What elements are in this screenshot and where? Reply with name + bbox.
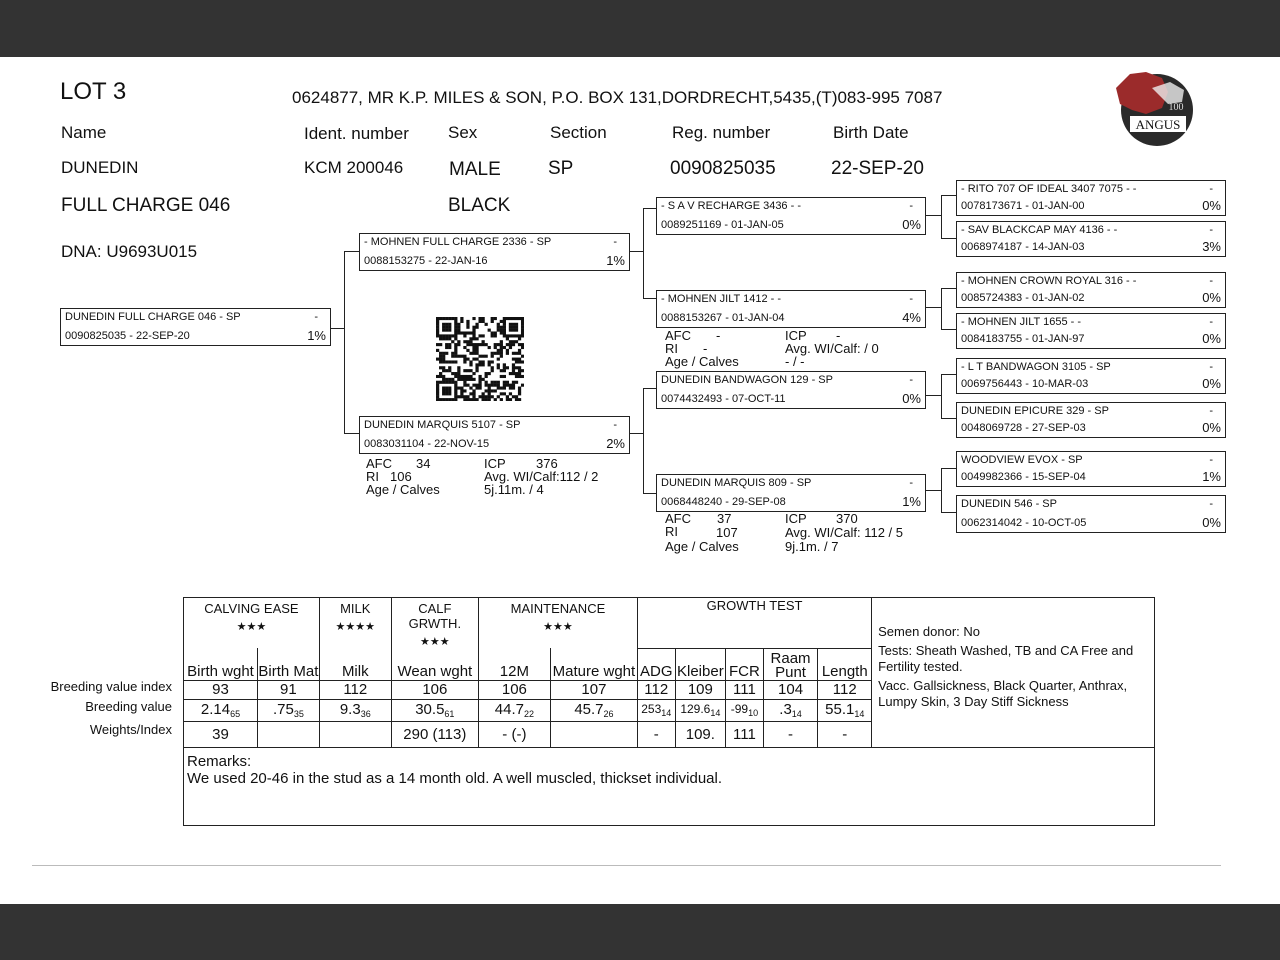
pedigree-name: - SAV BLACKCAP MAY 4136 - - <box>961 224 1118 236</box>
logo-text: ANGUS <box>1135 117 1181 132</box>
pedigree-name: WOODVIEW EVOX - SP <box>961 454 1083 466</box>
col-header: FCR <box>726 648 764 680</box>
section-value: SP <box>548 158 574 179</box>
bv-cell <box>391 699 478 721</box>
lot-number: LOT 3 <box>60 78 127 105</box>
connector-line <box>643 298 657 299</box>
pedigree-name: DUNEDIN 546 - SP <box>961 498 1057 510</box>
pedigree-pct: 2% <box>606 436 625 451</box>
pedigree-info: 0074432493 - 07-OCT-11 <box>661 393 786 405</box>
connector-line <box>925 490 941 491</box>
pedigree-name: DUNEDIN MARQUIS 809 - SP <box>661 477 812 489</box>
connector-line <box>344 251 360 252</box>
pedigree-dam-sire <box>656 371 926 409</box>
pedigree-info: 0089251169 - 01-JAN-05 <box>661 219 784 231</box>
connector-line <box>925 395 941 396</box>
bv-value: 44.7 <box>494 701 524 718</box>
index-cell: 112 <box>638 680 676 699</box>
pedigree-ggp-7 <box>956 451 1226 487</box>
pedigree-name: DUNEDIN FULL CHARGE 046 - SP <box>65 311 241 323</box>
pedigree-pct: 4% <box>902 310 921 325</box>
bv-value: 45.7 <box>574 701 604 718</box>
pedigree-pct: 0% <box>902 217 921 232</box>
pedigree-ggp-5 <box>956 358 1226 394</box>
connector-line <box>941 374 957 375</box>
stat-label: AFC <box>665 328 691 343</box>
connector-line <box>941 329 957 330</box>
birth-date: 22-SEP-20 <box>831 158 924 179</box>
pedigree-dash: - <box>909 374 913 386</box>
group-maintenance <box>478 598 637 649</box>
semen-donor: Semen donor: No <box>878 624 981 639</box>
pedigree-pct: 1% <box>606 253 625 268</box>
pedigree-dash: - <box>1209 498 1213 510</box>
stat-value: 370 <box>836 511 858 526</box>
pedigree-ggp-8 <box>956 495 1226 533</box>
col-header: Length <box>818 648 872 680</box>
pedigree-info: 0088153267 - 01-JAN-04 <box>661 312 785 324</box>
group-label: MILK <box>340 601 371 616</box>
star-rating: ★★★ <box>236 621 267 633</box>
stat-label: Age / Calves <box>665 539 739 554</box>
index-cell: 93 <box>184 680 258 699</box>
pedigree-pct: 0% <box>1202 331 1221 346</box>
bv-value: 9.3 <box>339 701 361 718</box>
breeding-table <box>183 597 1155 826</box>
pedigree-pct: 0% <box>1202 420 1221 435</box>
pedigree-dash: - <box>613 419 617 431</box>
stat-label: Age / Calves <box>366 482 440 497</box>
col-header: 12M <box>478 648 550 680</box>
connector-line <box>941 195 942 239</box>
index-cell: 111 <box>726 680 764 699</box>
index-cell: 109 <box>675 680 726 699</box>
pedigree-dam <box>359 416 630 454</box>
pedigree-pct: 0% <box>1202 376 1221 391</box>
stat-value: 9j.1m. / 7 <box>785 539 839 554</box>
pedigree-dam-dam <box>656 474 926 512</box>
label-ident: Ident. number <box>304 124 409 143</box>
colour-value: BLACK <box>448 195 511 216</box>
bv-value: .75 <box>272 701 294 718</box>
pedigree-pct: 3% <box>1202 239 1221 254</box>
connector-line <box>344 251 345 434</box>
stat-value: 106 <box>390 469 412 484</box>
index-cell: 91 <box>257 680 319 699</box>
bottom-bar <box>0 904 1280 960</box>
group-header-row <box>184 598 1155 649</box>
bv-value: .3 <box>779 701 792 718</box>
weight-cell: 39 <box>184 721 258 747</box>
stat-value: 37 <box>717 511 732 526</box>
pedigree-dash: - <box>1209 405 1213 417</box>
bv-acc: 14 <box>854 709 865 719</box>
connector-line <box>925 215 941 216</box>
pedigree-subject <box>60 308 331 346</box>
ident-number: KCM 200046 <box>304 158 404 177</box>
index-cell: 107 <box>550 680 637 699</box>
bv-acc: 10 <box>748 708 759 718</box>
stat-value: Avg. WI/Calf: 112 / 5 <box>785 525 904 540</box>
pedigree-name: - MOHNEN JILT 1655 - - <box>961 316 1082 328</box>
bv-value: 55.1 <box>825 701 855 718</box>
pedigree-pct: 0% <box>1202 290 1221 305</box>
breeder-info: 0624877, MR K.P. MILES & SON, P.O. BOX 131,DORDRECHT,5435,(T)083-995 7087 <box>292 88 943 107</box>
bv-cell <box>184 699 258 721</box>
stat-label: ICP <box>484 456 506 471</box>
pedigree-name: DUNEDIN MARQUIS 5107 - SP <box>364 419 521 431</box>
stat-label: ICP <box>785 328 807 343</box>
qr-code <box>436 317 524 401</box>
row-label-index: Breeding value index <box>50 679 172 694</box>
connector-line <box>941 418 957 419</box>
logo-badge: 100 <box>1168 102 1184 113</box>
pedigree-dash: - <box>909 293 913 305</box>
bv-value: -99 <box>730 702 749 716</box>
pedigree-info: 0049982366 - 15-SEP-04 <box>961 471 1086 483</box>
pedigree-dash: - <box>909 477 913 489</box>
stat-value: - / - <box>785 354 805 369</box>
connector-line <box>629 251 643 252</box>
pedigree-sire-sire <box>656 197 926 235</box>
pedigree-name: - L T BANDWAGON 3105 - SP <box>961 361 1111 373</box>
col-header: Milk <box>319 648 391 680</box>
pedigree-info: 0088153275 - 22-JAN-16 <box>364 255 488 267</box>
stat-value: - <box>836 328 841 343</box>
notes-cell <box>872 598 1155 748</box>
top-bar <box>0 0 1280 57</box>
col-header: Birth wght <box>184 648 258 680</box>
bv-acc: 14 <box>661 708 672 718</box>
bv-cell <box>257 699 319 721</box>
pedigree-name: DUNEDIN BANDWAGON 129 - SP <box>661 374 833 386</box>
connector-line <box>941 468 957 469</box>
pedigree-name: - MOHNEN JILT 1412 - - <box>661 293 782 305</box>
connector-line <box>643 388 657 389</box>
stat-label: RI <box>665 341 678 356</box>
stat-value: - <box>716 328 721 343</box>
remarks-text: We used 20-46 in the stud as a 14 month old. A well muscled, thickset individual. <box>187 769 723 787</box>
pedigree-info: 0068974187 - 14-JAN-03 <box>961 241 1085 253</box>
dna-value: DNA: U9693U015 <box>61 242 198 261</box>
connector-line <box>344 433 360 434</box>
pedigree-dash: - <box>1209 275 1213 287</box>
pedigree-dash: - <box>1209 224 1213 236</box>
connector-line <box>329 328 345 329</box>
pedigree-pct: 0% <box>902 391 921 406</box>
pedigree-name: DUNEDIN EPICURE 329 - SP <box>961 405 1109 417</box>
remarks-label: Remarks: <box>187 752 252 770</box>
group-label: CALF GRWTH. <box>408 601 462 631</box>
pedigree-ggp-3 <box>956 272 1226 308</box>
col-header: Wean wght <box>391 648 478 680</box>
tests-note: Tests: Sheath Washed, TB and CA Free and Fertility tested. <box>878 643 1134 674</box>
pedigree-info: 0085724383 - 01-JAN-02 <box>961 292 1085 304</box>
bv-value: 30.5 <box>415 701 445 718</box>
row-label-bv: Breeding value <box>85 699 172 714</box>
group-calving <box>184 598 320 649</box>
animal-name-1: DUNEDIN <box>61 158 139 177</box>
pedigree-info: 0069756443 - 10-MAR-03 <box>961 378 1089 390</box>
group-growth-test <box>638 598 872 649</box>
weight-cell <box>257 721 319 747</box>
pedigree-pct: 1% <box>307 328 326 343</box>
angus-logo <box>1112 68 1196 148</box>
col-header: Mature wght <box>550 648 637 680</box>
weight-cell: 111 <box>726 721 764 747</box>
stat-label: ICP <box>785 511 807 526</box>
connector-line <box>941 374 942 419</box>
stat-label: Age / Calves <box>665 354 739 369</box>
group-milk <box>319 598 391 649</box>
remarks-cell <box>184 747 1155 825</box>
connector-line <box>643 388 644 494</box>
pedigree-dash: - <box>1209 316 1213 328</box>
pedigree-info: 0068448240 - 29-SEP-08 <box>661 496 786 508</box>
label-sex: Sex <box>448 123 478 142</box>
col-header: Raam Punt <box>763 648 818 680</box>
stat-value: 5j.11m. / 4 <box>484 482 544 497</box>
weight-cell: - <box>638 721 676 747</box>
remarks-row <box>184 747 1155 825</box>
pedigree-name: - MOHNEN FULL CHARGE 2336 - SP <box>364 236 552 248</box>
row-label-weights: Weights/Index <box>89 722 172 737</box>
connector-line <box>643 493 657 494</box>
bv-acc: 14 <box>791 709 802 719</box>
stat-label: AFC <box>366 456 392 471</box>
pedigree-info: 0090825035 - 22-SEP-20 <box>65 330 190 342</box>
bv-value: 2.14 <box>200 701 231 718</box>
stat-value: 376 <box>536 456 558 471</box>
bv-cell <box>818 699 872 721</box>
col-header: Birth Mat <box>257 648 319 680</box>
connector-line <box>925 307 941 308</box>
star-rating: ★★★ <box>543 621 573 633</box>
pedigree-sire <box>359 233 630 271</box>
weight-cell <box>319 721 391 747</box>
reg-number: 0090825035 <box>670 158 776 179</box>
pedigree-dash: - <box>909 200 913 212</box>
connector-line <box>941 288 942 330</box>
index-cell: 106 <box>391 680 478 699</box>
col-header: ADG <box>638 648 676 680</box>
bv-acc: 22 <box>523 709 534 719</box>
pedigree-name: - MOHNEN CROWN ROYAL 316 - - <box>961 275 1137 287</box>
label-name: Name <box>61 123 107 142</box>
bv-cell <box>675 699 726 721</box>
bv-acc: 35 <box>293 709 304 719</box>
group-label: GROWTH TEST <box>706 598 803 613</box>
pedigree-sire-dam <box>656 290 926 328</box>
pedigree-dash: - <box>1209 183 1213 195</box>
bv-value: 253 <box>641 702 662 716</box>
label-birth: Birth Date <box>833 123 909 142</box>
index-cell: 104 <box>763 680 818 699</box>
pedigree-ggp-1 <box>956 180 1226 216</box>
vacc-note: Vacc. Gallsickness, Black Quarter, Anthrax, Lumpy Skin, 3 Day Stiff Sickness <box>878 678 1128 709</box>
connector-line <box>941 512 957 513</box>
index-cell: 112 <box>319 680 391 699</box>
bv-cell <box>726 699 764 721</box>
label-reg: Reg. number <box>672 123 771 142</box>
stat-value: 107 <box>716 525 738 540</box>
bv-cell <box>550 699 637 721</box>
weight-cell: - <box>763 721 818 747</box>
bv-acc: 65 <box>230 709 241 719</box>
pedigree-info: 0078173671 - 01-JAN-00 <box>961 200 1085 212</box>
connector-line <box>643 208 644 299</box>
index-cell: 106 <box>478 680 550 699</box>
bv-cell <box>763 699 818 721</box>
group-calf-growth <box>391 598 478 649</box>
sex-value: MALE <box>449 159 501 180</box>
connector-line <box>941 288 957 289</box>
weight-cell: - (-) <box>478 721 550 747</box>
stat-label: RI <box>366 469 379 484</box>
pedigree-info: 0062314042 - 10-OCT-05 <box>961 517 1087 529</box>
label-section: Section <box>550 123 607 142</box>
weight-cell: 290 (113) <box>391 721 478 747</box>
pedigree-ggp-6 <box>956 402 1226 438</box>
weight-cell <box>550 721 637 747</box>
bv-acc: 14 <box>710 708 721 718</box>
connector-line <box>941 468 942 513</box>
connector-line <box>629 433 643 434</box>
bv-cell <box>638 699 676 721</box>
group-label: CALVING EASE <box>204 601 299 616</box>
col-header: Kleiber <box>675 648 726 680</box>
bv-acc: 61 <box>444 709 455 719</box>
stat-label: AFC <box>665 511 691 526</box>
bv-acc: 26 <box>603 709 614 719</box>
pedigree-info: 0048069728 - 27-SEP-03 <box>961 422 1086 434</box>
pedigree-info: 0084183755 - 01-JAN-97 <box>961 333 1085 345</box>
weight-cell: - <box>818 721 872 747</box>
connector-line <box>941 195 957 196</box>
bv-acc: 36 <box>360 709 371 719</box>
pedigree-dash: - <box>314 311 318 323</box>
pedigree-name: - RITO 707 OF IDEAL 3407 7075 - - <box>961 183 1137 195</box>
group-label: MAINTENANCE <box>510 601 606 616</box>
pedigree-ggp-2 <box>956 221 1226 257</box>
pedigree-pct: 1% <box>902 494 921 509</box>
animal-name-2: FULL CHARGE 046 <box>61 195 231 216</box>
bv-cell <box>478 699 550 721</box>
pedigree-info: 0083031104 - 22-NOV-15 <box>364 438 490 450</box>
stat-value: - <box>703 341 708 356</box>
pedigree-name: - S A V RECHARGE 3436 - - <box>661 200 801 212</box>
pedigree-dash: - <box>1209 454 1213 466</box>
stat-value: 34 <box>416 456 431 471</box>
pedigree-dash: - <box>613 236 617 248</box>
connector-line <box>643 208 657 209</box>
connector-line <box>941 238 957 239</box>
weight-cell: 109. <box>675 721 726 747</box>
pedigree-dash: - <box>1209 361 1213 373</box>
pedigree-ggp-4 <box>956 313 1226 349</box>
divider <box>32 865 1221 866</box>
stat-label: RI <box>665 524 678 539</box>
stat-value: Avg. WI/Calf: / 0 <box>785 341 879 356</box>
index-cell: 112 <box>818 680 872 699</box>
pedigree-pct: 1% <box>1202 469 1221 484</box>
pedigree-pct: 0% <box>1202 198 1221 213</box>
pedigree-pct: 0% <box>1202 515 1221 530</box>
star-rating: ★★★ <box>420 636 450 648</box>
bv-value: 129.6 <box>680 702 711 716</box>
bv-cell <box>319 699 391 721</box>
star-rating: ★★★★ <box>335 621 375 633</box>
stat-value: Avg. WI/Calf:112 / 2 <box>484 469 599 484</box>
